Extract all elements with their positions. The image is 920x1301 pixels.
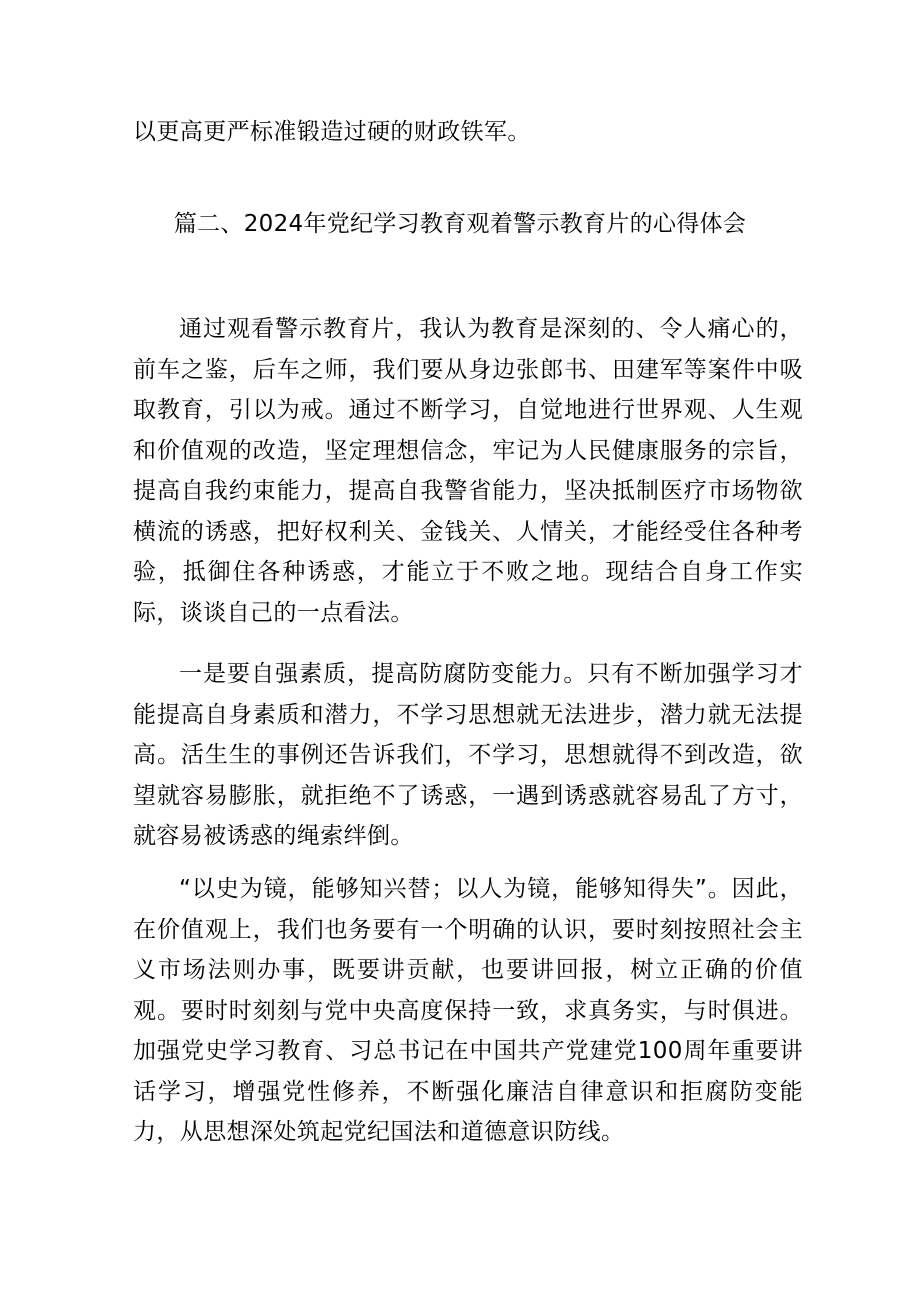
body-paragraph-2: 一是要自强素质，提高防腐防变能力。只有不断加强学习才能提高自身素质和潜力，不学习思想就无法进步，潜力就无法提高。活生生的事例还告诉我们，不学习，思想就得不到改造，欲望就容易膨胀，就拒绝不了诱惑，一遇到诱惑就容易乱了方寸，就容易被诱惑的绳索绊倒。 bbox=[133, 661, 803, 849]
continuation-line: 以更高更严标准锻造过硬的财政铁军。 bbox=[133, 119, 531, 145]
body-paragraph-1: 通过观看警示教育片，我认为教育是深刻的、令人痛心的，前车之鉴，后车之师，我们要从身边张郎书、田建军等案件中吸取教育，引以为戒。通过不断学习，自觉地进行世界观、人生观和价值观的改造，坚定理想信念，牢记为人民健康服务的宗旨，提高自我约束能力，提高自我警省能力，坚决抵制医疗市场物欲横流的诱惑，把好权利关、金钱关、人情关，才能经受住各种考验，抵御住各种诱惑，才能立于不败之地。现结合自身工作实际，谈谈自己的一点看法。 bbox=[133, 316, 803, 626]
body-paragraph-3: “以史为镜，能够知兴替；以人为镜，能够知得失”。因此，在价值观上，我们也务要有一个明确的认识，要时刻按照社会主义市场法则办事，既要讲贡献，也要讲回报，树立正确的价值观。要时时刻刻与党中央高度保持一致，求真务实，与时俱进。加强党史学习教育、习总书记在中国共产党建党100周年重要讲话学习，增强党性修养，不断强化廉洁自律意识和拒腐防变能力，从思想深处筑起党纪国法和道德意识防线。 bbox=[133, 876, 803, 1145]
section-heading: 篇二、2024年党纪学习教育观着警示教育片的心得体会 bbox=[173, 211, 747, 237]
